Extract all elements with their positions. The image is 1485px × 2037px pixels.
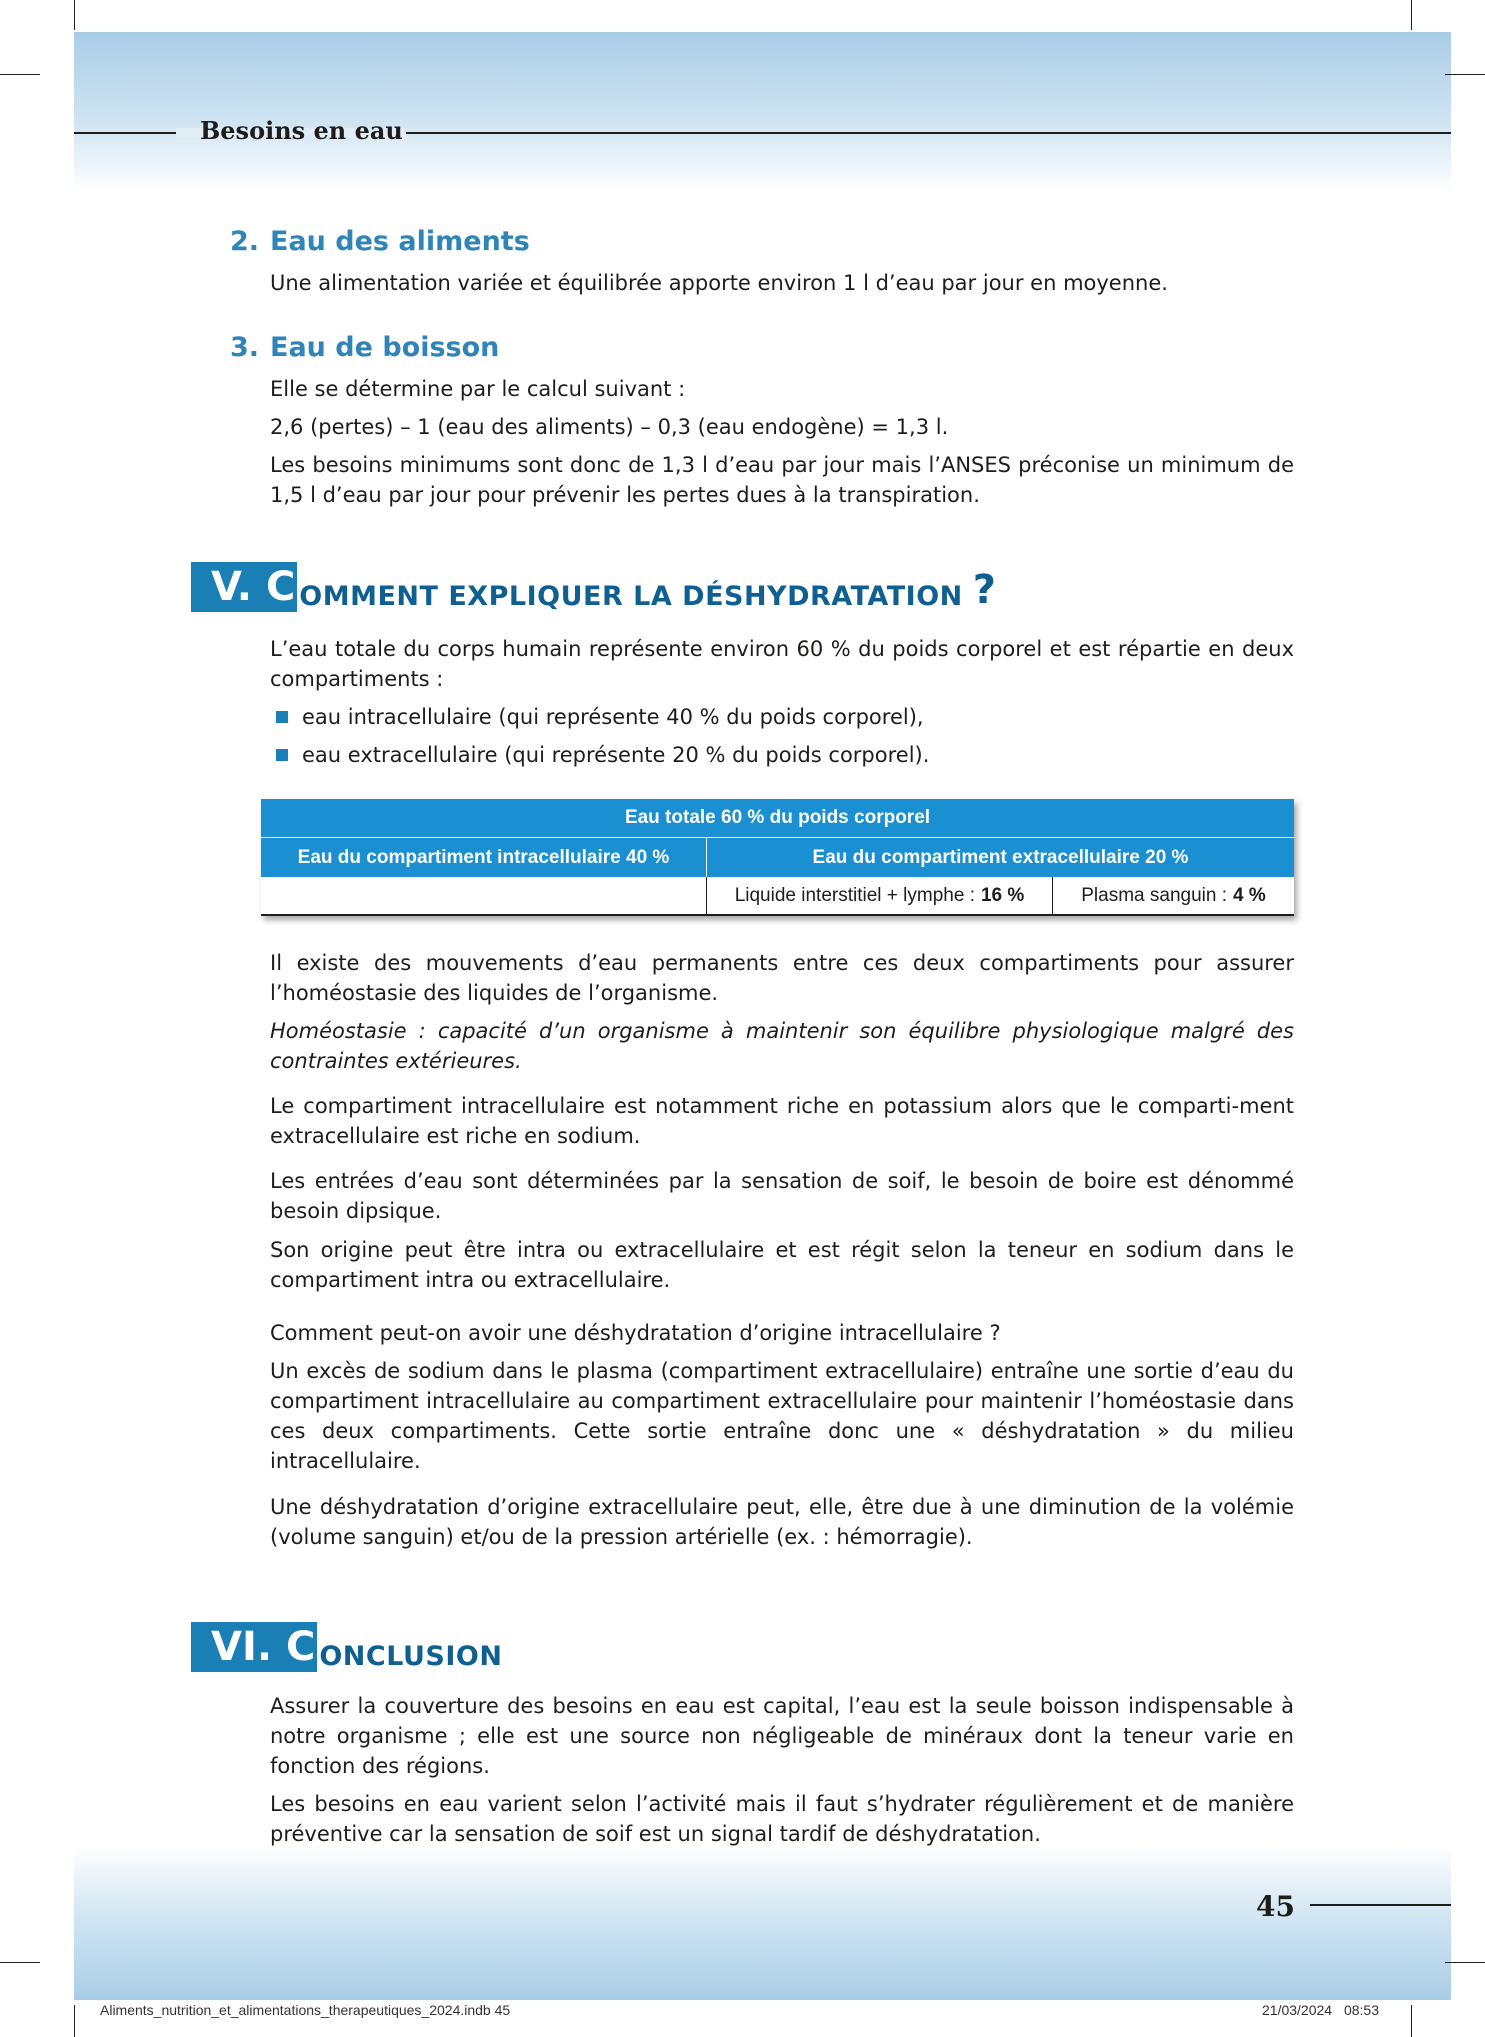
print-slug-date: 21/03/2024 [1262,2002,1333,2018]
paragraph: Le compartiment intracellulaire est notamment riche en potassium alors que le comparti-ment extracellulaire est riche en sodium. [270,1094,1294,1148]
crop-mark [1411,2005,1412,2037]
section-initial: C [285,1624,316,1670]
paragraph: Son origine peut être intra ou extracellulaire et est régit selon la teneur en sodium dans le compartiment intra ou extracellulaire. [270,1238,1294,1292]
section-question-mark: ? [972,567,996,613]
table-row [261,877,1294,916]
paragraph: Une alimentation variée et équilibrée apporte environ 1 l d’eau par jour en moyenne. [270,271,1168,295]
table-cell-label: Liquide interstitiel + lymphe : [734,884,975,906]
section-numeral: VI. [211,1624,273,1670]
table-cell-intracellular: Eau du compartiment intracellulaire 40 % [261,838,707,877]
crop-mark [1445,74,1485,75]
paragraph: L’eau totale du corps humain représente environ 60 % du poids corporel et est répartie en deux compartiments : [270,637,1294,691]
print-slug-datetime [1262,2002,1379,2018]
section-heading-box [191,1622,317,1672]
crop-mark [74,0,75,30]
table-row [261,799,1294,838]
paragraph: Les entrées d’eau sont déterminées par la sensation de soif, le besoin de boire est dénommé besoin dipsique. [270,1169,1294,1223]
crop-mark [0,74,40,75]
crop-mark [74,2005,75,2037]
table-cell-extracellular: Eau du compartiment extracellulaire 20 % [707,838,1294,877]
table-cell-value: 16 % [980,884,1025,906]
table-cell-label: Plasma sanguin : [1081,884,1227,906]
paragraph: Assurer la couverture des besoins en eau est capital, l’eau est la seule boisson indispensable à notre organisme ; elle est une source non négligeable de minéraux dont la teneur varie en fonction des régions. [270,1694,1294,1778]
section-initial: C [265,564,296,610]
subhead-title: Eau des aliments [270,226,530,257]
crop-mark [1411,0,1412,30]
question-paragraph: Comment peut-on avoir une déshydratation d’origine intracellulaire ? [270,1321,1001,1345]
table-cell-interstitial [707,877,1053,914]
crop-mark [1445,1962,1485,1963]
paragraph: Une déshydratation d’origine extracellulaire peut, elle, être due à une diminution de la volémie (volume sanguin) et/ou de la pression artérielle (ex. : hémorragie). [270,1495,1294,1549]
paragraph: 2,6 (pertes) – 1 (eau des aliments) – 0,3 (eau endogène) = 1,3 l. [270,415,949,439]
subhead-number: 3. [230,332,260,363]
paragraph: Les besoins minimums sont donc de 1,3 l d’eau par jour mais l’ANSES préconise un minimum de 1,5 l d’eau par jour pour prévenir les pertes dues à la transpiration. [270,453,1294,507]
footer-band [74,1845,1451,2000]
bullet-square-icon [276,749,288,761]
definition-paragraph: Homéostasie : capacité d’un organisme à maintenir son équilibre physiologique malgré des contraintes extérieures. [270,1019,1294,1073]
paragraph: Il existe des mouvements d’eau permanents entre ces deux compartiments pour assurer l’homéostasie des liquides de l’organisme. [270,951,1294,1005]
list-item-text: eau intracellulaire (qui représente 40 % du poids corporel), [302,705,924,729]
table-cell-empty [261,877,707,914]
crop-mark [0,1962,40,1963]
page-number-rule [1310,1904,1451,1906]
print-slug-file: Aliments_nutrition_et_alimentations_therapeutiques_2024.indb 45 [100,2002,511,2018]
table-row [261,838,1294,877]
section-heading-v [191,562,996,612]
subhead-eau-de-boisson [230,332,499,363]
section-heading-vi [191,1622,502,1672]
header-band [74,32,1451,192]
table-cell-plasma [1053,877,1294,914]
subhead-eau-des-aliments [230,226,530,257]
section-numeral: V. [211,564,252,610]
bullet-square-icon [276,711,288,723]
subhead-number: 2. [230,226,260,257]
paragraph: Elle se détermine par le calcul suivant : [270,377,686,401]
print-slug-time: 08:53 [1343,2002,1380,2018]
paragraph: Les besoins en eau varient selon l’activité mais il faut s’hydrater régulièrement et de manière préventive car la sensation de soif est un signal tardif de déshydratation. [270,1792,1294,1846]
paragraph: Un excès de sodium dans le plasma (compartiment extracellulaire) entraîne une sortie d’eau du compartiment intracellulaire au compartiment extracellulaire pour maintenir l’homéostasie dans ces deux compartiments. Cette sortie entraîne donc une « déshydratation » du milieu intracellulaire. [270,1359,1294,1473]
section-title: ONCLUSION [319,1641,503,1672]
water-compartments-table [261,799,1294,916]
subhead-title: Eau de boisson [270,332,500,363]
running-head-title: Besoins en eau [200,116,403,145]
section-heading-box [191,562,297,612]
list-item [276,740,929,770]
table-header-cell: Eau totale 60 % du poids corporel [261,799,1294,837]
section-title: OMMENT EXPLIQUER LA DÉSHYDRATATION [299,581,963,612]
list-item-text: eau extracellulaire (qui représente 20 % du poids corporel). [302,743,930,767]
page-number: 45 [1256,1890,1295,1923]
list-item [276,702,924,732]
table-cell-value: 4 % [1233,884,1266,906]
